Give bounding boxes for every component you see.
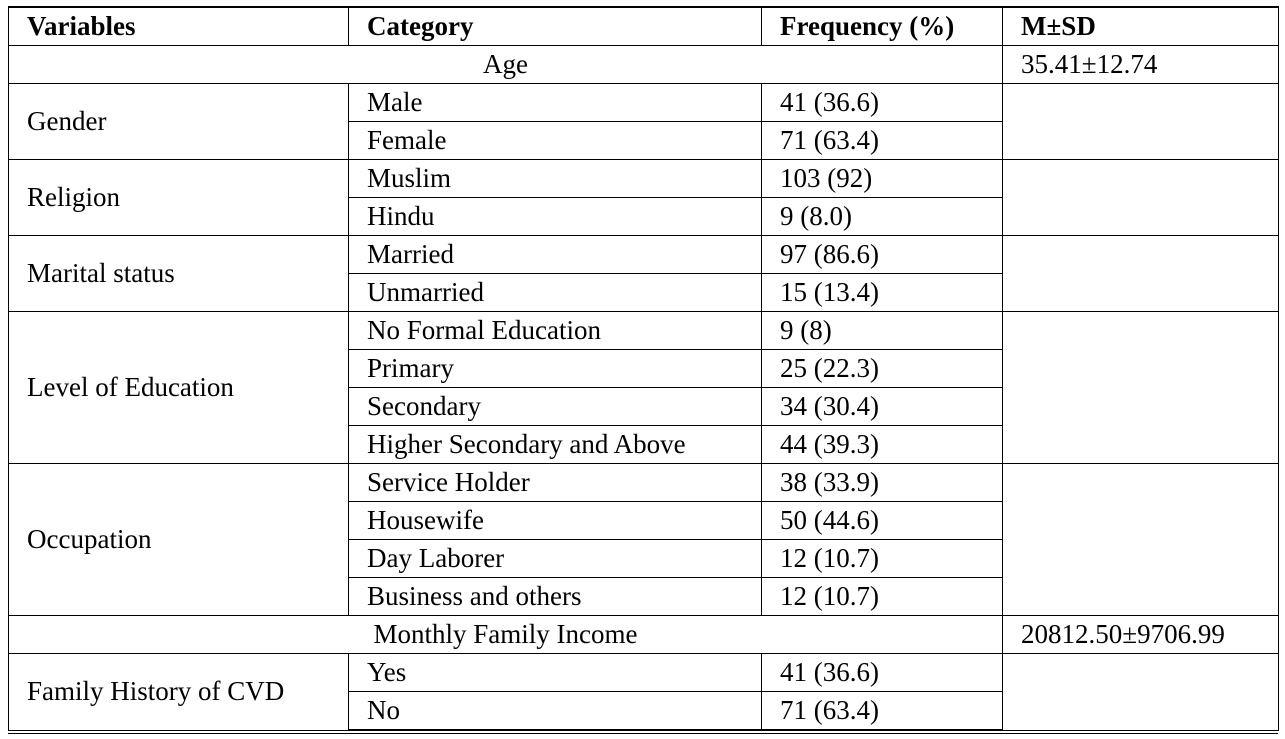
age-label: Age bbox=[9, 46, 1003, 84]
category-cell: Higher Secondary and Above bbox=[349, 426, 762, 464]
category-cell: Female bbox=[349, 122, 762, 160]
table-row bbox=[9, 654, 1279, 692]
variable-occupation: Occupation bbox=[9, 464, 349, 616]
variable-religion: Religion bbox=[9, 160, 349, 236]
msd-cell-empty bbox=[1003, 84, 1279, 160]
variable-gender: Gender bbox=[9, 84, 349, 160]
category-cell: Business and others bbox=[349, 578, 762, 616]
table-bottom-rule bbox=[8, 733, 1278, 734]
frequency-cell: 50 (44.6) bbox=[762, 502, 1003, 540]
msd-cell-empty bbox=[1003, 236, 1279, 312]
frequency-cell: 15 (13.4) bbox=[762, 274, 1003, 312]
variable-family-history: Family History of CVD bbox=[9, 654, 349, 731]
variable-education: Level of Education bbox=[9, 312, 349, 464]
frequency-cell: 9 (8) bbox=[762, 312, 1003, 350]
category-cell: Secondary bbox=[349, 388, 762, 426]
header-frequency: Frequency (%) bbox=[762, 7, 1003, 46]
category-cell: Unmarried bbox=[349, 274, 762, 312]
frequency-cell: 12 (10.7) bbox=[762, 540, 1003, 578]
header-row bbox=[9, 7, 1279, 46]
category-cell: Married bbox=[349, 236, 762, 274]
header-category: Category bbox=[349, 7, 762, 46]
frequency-cell: 97 (86.6) bbox=[762, 236, 1003, 274]
frequency-cell: 41 (36.6) bbox=[762, 654, 1003, 692]
table-row-age bbox=[9, 46, 1279, 84]
frequency-cell: 41 (36.6) bbox=[762, 84, 1003, 122]
category-cell: Yes bbox=[349, 654, 762, 692]
category-cell: Hindu bbox=[349, 198, 762, 236]
msd-cell-empty bbox=[1003, 312, 1279, 464]
category-cell: Housewife bbox=[349, 502, 762, 540]
frequency-cell: 71 (63.4) bbox=[762, 122, 1003, 160]
category-cell: Primary bbox=[349, 350, 762, 388]
income-msd: 20812.50±9706.99 bbox=[1003, 616, 1279, 654]
frequency-cell: 103 (92) bbox=[762, 160, 1003, 198]
header-msd: M±SD bbox=[1003, 7, 1279, 46]
table-row bbox=[9, 236, 1279, 274]
header-variables: Variables bbox=[9, 7, 349, 46]
frequency-cell: 44 (39.3) bbox=[762, 426, 1003, 464]
variable-marital-status: Marital status bbox=[9, 236, 349, 312]
msd-cell-empty bbox=[1003, 160, 1279, 236]
table-row bbox=[9, 312, 1279, 350]
frequency-cell: 71 (63.4) bbox=[762, 692, 1003, 731]
category-cell: No bbox=[349, 692, 762, 731]
table-row bbox=[9, 160, 1279, 198]
table-row bbox=[9, 464, 1279, 502]
category-cell: No Formal Education bbox=[349, 312, 762, 350]
category-cell: Day Laborer bbox=[349, 540, 762, 578]
msd-cell-empty bbox=[1003, 464, 1279, 616]
msd-cell-empty bbox=[1003, 654, 1279, 731]
frequency-cell: 9 (8.0) bbox=[762, 198, 1003, 236]
table-row-income bbox=[9, 616, 1279, 654]
frequency-cell: 12 (10.7) bbox=[762, 578, 1003, 616]
category-cell: Muslim bbox=[349, 160, 762, 198]
demographics-table bbox=[8, 6, 1279, 731]
frequency-cell: 38 (33.9) bbox=[762, 464, 1003, 502]
frequency-cell: 34 (30.4) bbox=[762, 388, 1003, 426]
category-cell: Male bbox=[349, 84, 762, 122]
age-msd: 35.41±12.74 bbox=[1003, 46, 1279, 84]
table-row bbox=[9, 84, 1279, 122]
income-label: Monthly Family Income bbox=[9, 616, 1003, 654]
frequency-cell: 25 (22.3) bbox=[762, 350, 1003, 388]
category-cell: Service Holder bbox=[349, 464, 762, 502]
